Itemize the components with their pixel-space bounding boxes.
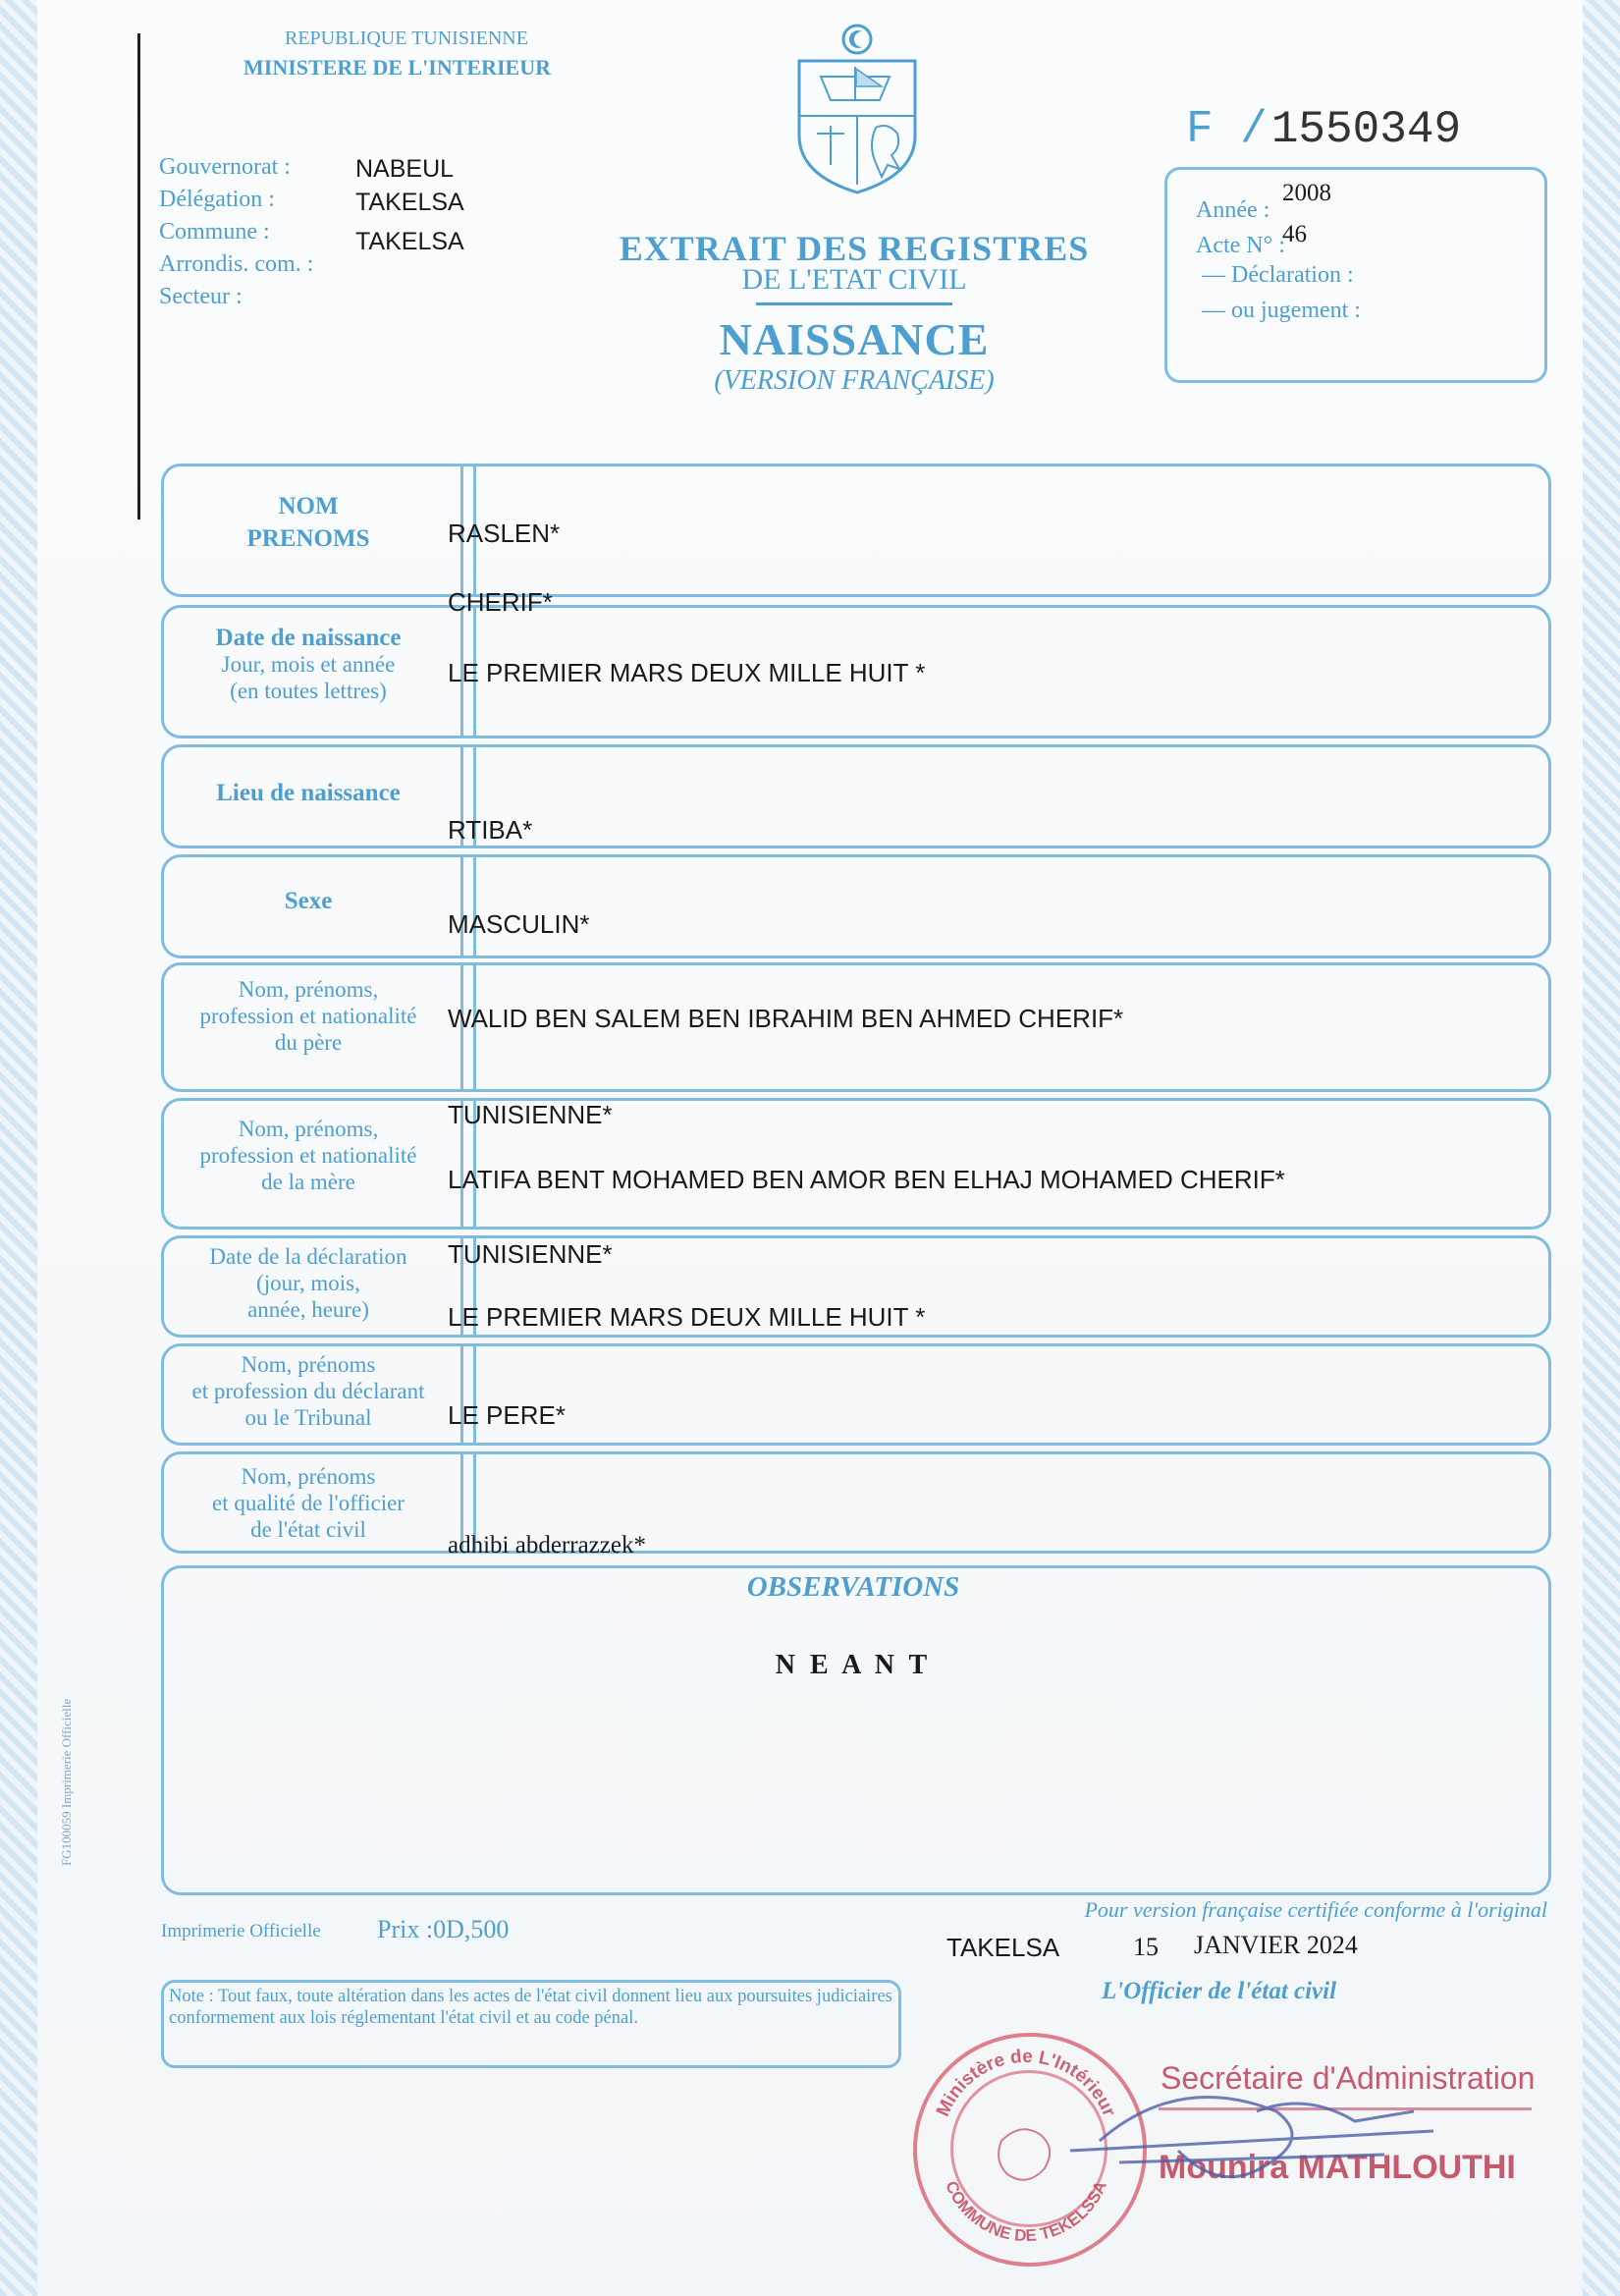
signature-day: 15 bbox=[1133, 1933, 1159, 1961]
secteur-label: Secteur : bbox=[159, 284, 243, 309]
signature-icon bbox=[1060, 2052, 1473, 2200]
arrondissement-label: Arrondis. com. : bbox=[159, 251, 314, 277]
sexe-value: MASCULIN* bbox=[448, 909, 590, 939]
mere-nationalite-value: TUNISIENNE* bbox=[448, 1239, 613, 1269]
declaration-date-value: LE PREMIER MARS DEUX MILLE HUIT * bbox=[448, 1302, 926, 1332]
date-naissance-label: Date de naissance Jour, mois et année (en toutes lettres) bbox=[215, 625, 402, 703]
title-divider bbox=[756, 302, 952, 305]
delegation-value: TAKELSA bbox=[355, 189, 464, 216]
serial-value: 1550349 bbox=[1270, 104, 1462, 155]
stamp-ring-bottom: COMMUNE DE TEKELSSA bbox=[942, 2178, 1110, 2246]
jugement-label: — ou jugement : bbox=[1202, 298, 1361, 323]
row-observations bbox=[161, 1565, 1551, 1895]
annee-label: Année : bbox=[1196, 197, 1270, 223]
nom-label: NOM PRENOMS bbox=[246, 493, 370, 552]
side-print-code: FG100059 Imprimerie Officielle bbox=[59, 1698, 74, 1866]
title-line2: DE L'ETAT CIVIL bbox=[741, 263, 967, 296]
guilloche-border-left bbox=[0, 0, 37, 2296]
declaration-label: — Déclaration : bbox=[1202, 262, 1354, 288]
mere-value: LATIFA BENT MOHAMED BEN AMOR BEN ELHAJ MOHAMED CHERIF* bbox=[448, 1165, 1285, 1194]
sexe-label: Sexe bbox=[284, 888, 333, 914]
declarant-value: LE PERE* bbox=[448, 1400, 566, 1430]
commune-label: Commune : bbox=[159, 219, 270, 245]
title-line3: NAISSANCE bbox=[719, 314, 990, 364]
pere-label: Nom, prénoms, profession et nationalité du père bbox=[199, 977, 417, 1055]
observations-text: N E A N T bbox=[775, 1650, 932, 1680]
officier-signature-title: L'Officier de l'état civil bbox=[1102, 1978, 1337, 2004]
pere-value: WALID BEN SALEM BEN IBRAHIM BEN AHMED CHERIF* bbox=[448, 1004, 1124, 1033]
declarant-label: Nom, prénoms et profession du déclarant ou le Tribunal bbox=[191, 1352, 425, 1430]
coat-of-arms-icon bbox=[791, 18, 923, 194]
legal-note: Note : Tout faux, toute altération dans les actes de l'état civil donnent lieu aux poursuites judiciaires conformement aux lois réglementant l'état civil et au code pénal. bbox=[169, 1987, 892, 2028]
acte-value: 46 bbox=[1282, 221, 1307, 247]
serial-number bbox=[1186, 104, 1461, 155]
observations-title: OBSERVATIONS bbox=[746, 1571, 960, 1603]
nom-value: CHERIF* bbox=[448, 587, 553, 617]
signature-month-year: JANVIER 2024 bbox=[1194, 1931, 1358, 1959]
stamp-ring-top: Ministère de L'Intérieur bbox=[933, 2046, 1119, 2120]
mere-label: Nom, prénoms, profession et nationalité de la mère bbox=[199, 1117, 417, 1194]
lieu-label: Lieu de naissance bbox=[216, 780, 401, 806]
prenom-value: RASLEN* bbox=[448, 519, 561, 548]
republic-label: REPUBLIQUE TUNISIENNE bbox=[285, 27, 528, 49]
date-naissance-value: LE PREMIER MARS DEUX MILLE HUIT * bbox=[448, 658, 926, 687]
title-line1: EXTRAIT DES REGISTRES bbox=[619, 229, 1090, 268]
delegation-label: Délégation : bbox=[159, 187, 275, 212]
stamp-title: Secrétaire d'Administration bbox=[1161, 2060, 1536, 2096]
gouvernorat-label: Gouvernorat : bbox=[159, 154, 291, 180]
pere-nationalite-value: TUNISIENNE* bbox=[448, 1100, 613, 1129]
document-title bbox=[550, 228, 1159, 397]
signature-place: TAKELSA bbox=[946, 1933, 1060, 1962]
prix-label: Prix :0D,500 bbox=[377, 1915, 510, 1943]
gouvernorat-value: NABEUL bbox=[355, 155, 455, 183]
declaration-date-label: Date de la déclaration (jour, mois, année, heure) bbox=[209, 1244, 407, 1322]
title-line4: (VERSION FRANÇAISE) bbox=[714, 365, 995, 396]
officier-value: adhibi abderrazzek* bbox=[448, 1532, 646, 1558]
ministry-label: MINISTERE DE L'INTERIEUR bbox=[243, 55, 551, 80]
annee-value: 2008 bbox=[1282, 180, 1331, 206]
commune-value: TAKELSA bbox=[355, 228, 464, 255]
guilloche-border-right bbox=[1583, 0, 1620, 2296]
certification-text: Pour version française certifiée conforme à l'original bbox=[1084, 1897, 1547, 1922]
officier-label: Nom, prénoms et qualité de l'officier de l'état civil bbox=[212, 1464, 405, 1542]
margin-line bbox=[137, 33, 140, 519]
imprimerie-label: Imprimerie Officielle bbox=[161, 1921, 321, 1941]
acte-label: Acte N° : bbox=[1196, 233, 1285, 258]
lieu-value: RTIBA* bbox=[448, 815, 533, 845]
serial-prefix: F / bbox=[1186, 104, 1268, 155]
stamp-name: Mounira MATHLOUTHI bbox=[1159, 2149, 1516, 2186]
